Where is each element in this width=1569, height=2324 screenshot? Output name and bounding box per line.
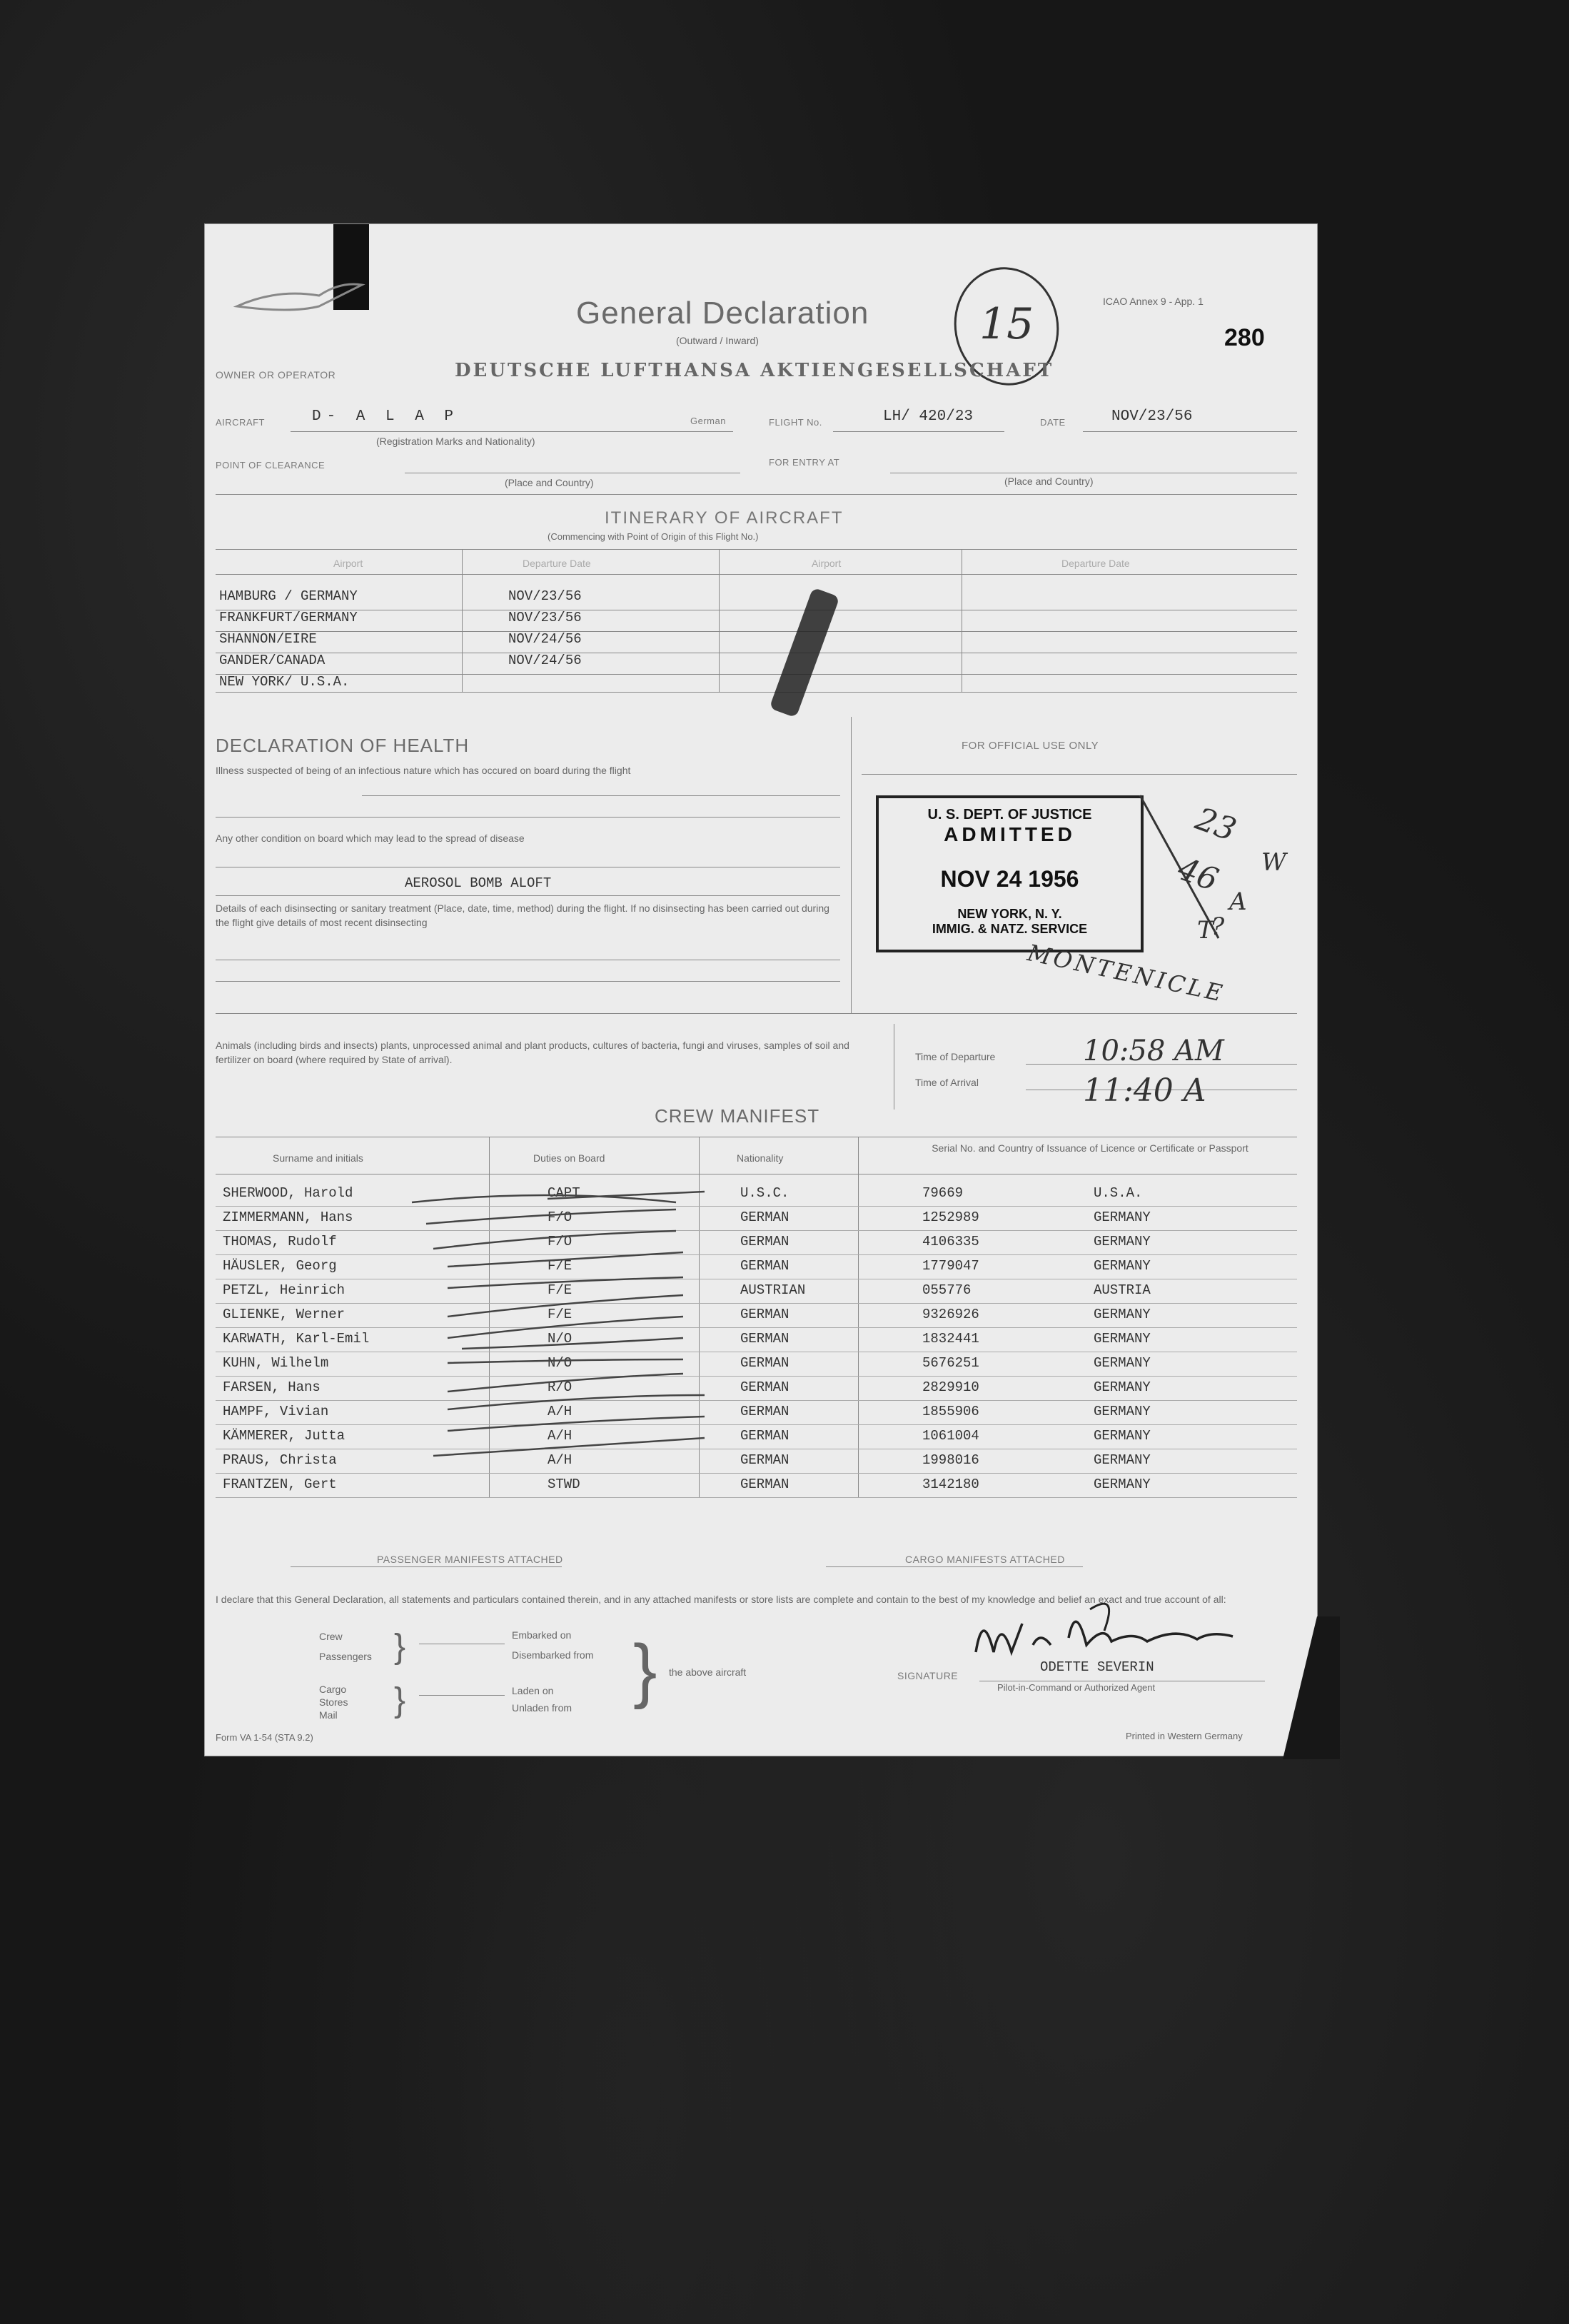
crew-duty: N/O <box>548 1355 572 1371</box>
crew-name: THOMAS, Rudolf <box>223 1234 337 1249</box>
itinerary-row <box>219 588 719 610</box>
svg-text:?: ? <box>1211 912 1225 941</box>
itinerary-caption: (Commencing with Point of Origin of this Flight No.) <box>548 531 759 542</box>
crew-strikethrough-marks <box>405 1181 904 1495</box>
crew-header-serial: Serial No. and Country of Issuance of Licence or Certificate or Passport <box>932 1142 1248 1154</box>
crew-country: GERMANY <box>1094 1355 1151 1371</box>
crew-serial: 1998016 <box>922 1452 979 1468</box>
svg-text:23: 23 <box>1191 800 1241 849</box>
itinerary-airport: FRANKFURT/GERMANY <box>219 610 358 625</box>
crew-country: GERMANY <box>1094 1307 1151 1322</box>
crew-country: GERMANY <box>1094 1331 1151 1347</box>
crew-duty: STWD <box>548 1477 580 1492</box>
flight-label: FLIGHT No. <box>769 417 822 428</box>
date-value: NOV/23/56 <box>1111 408 1193 425</box>
other-value: AEROSOL BOMB ALOFT <box>405 875 552 891</box>
itinerary-date: NOV/23/56 <box>508 588 582 604</box>
signer-name: ODETTE SEVERIN <box>1040 1659 1154 1675</box>
crew-serial: 3142180 <box>922 1477 979 1492</box>
itinerary-airport: SHANNON/EIRE <box>219 631 317 647</box>
form-title: General Declaration <box>576 296 869 331</box>
printed-in: Printed in Western Germany <box>1126 1731 1243 1741</box>
itinerary-table <box>219 588 719 695</box>
crew-country: GERMANY <box>1094 1234 1151 1249</box>
crew-name: HÄUSLER, Georg <box>223 1258 337 1274</box>
departure-value: 10:58 AM <box>1083 1035 1224 1067</box>
crew-serial: 2829910 <box>922 1379 979 1395</box>
crew-name: PETZL, Heinrich <box>223 1282 345 1298</box>
itinerary-airport: NEW YORK/ U.S.A. <box>219 674 350 690</box>
owner-label: OWNER OR OPERATOR <box>216 369 336 381</box>
col-airport-2: Airport <box>812 558 842 569</box>
crew-duty: N/O <box>548 1331 572 1347</box>
crew-nationality: GERMAN <box>740 1477 789 1492</box>
handwritten-marks <box>1126 788 1304 1045</box>
crew-nationality: U.S.C. <box>740 1185 789 1201</box>
aircraft-value: D- A L A P <box>312 408 460 425</box>
itinerary-row <box>219 610 719 631</box>
crew-serial: 1855906 <box>922 1404 979 1419</box>
clearance-label: POINT OF CLEARANCE <box>216 460 326 471</box>
clearance-caption: (Place and Country) <box>505 477 594 488</box>
crew-nationality: GERMAN <box>740 1209 789 1225</box>
handwritten-number: 15 <box>979 299 1034 349</box>
crew-country: GERMANY <box>1094 1452 1151 1468</box>
col-departure-2: Departure Date <box>1061 558 1130 569</box>
svg-text:46: 46 <box>1173 850 1224 899</box>
crew-nationality: AUSTRIAN <box>740 1282 806 1298</box>
crew-serial: 4106335 <box>922 1234 979 1249</box>
crew-name: KÄMMERER, Jutta <box>223 1428 345 1444</box>
brace-2: } <box>394 1681 406 1719</box>
col-departure-1: Departure Date <box>523 558 591 569</box>
flight-value: LH/ 420/23 <box>883 408 974 425</box>
animals-question: Animals (including birds and insects) plants, unprocessed animal and plant products, cultures of bacteria, fungi and viruses, samples of soil and fertilizer on board (where required by State of arrival). <box>216 1040 849 1065</box>
crew-duty: F/O <box>548 1234 572 1249</box>
aircraft-label: AIRCRAFT <box>216 417 265 428</box>
crew-nationality: GERMAN <box>740 1234 789 1249</box>
other-question: Any other condition on board which may lead to the spread of disease <box>216 832 525 844</box>
nationality-value: German <box>690 416 726 426</box>
crew-duty: A/H <box>548 1428 572 1444</box>
crew-nationality: GERMAN <box>740 1404 789 1419</box>
svg-text:T: T <box>1197 916 1214 945</box>
mail-label: Mail <box>319 1709 338 1721</box>
form-subtitle: (Outward / Inward) <box>676 335 759 346</box>
crew-country: GERMANY <box>1094 1258 1151 1274</box>
stamp-date: NOV 24 1956 <box>940 866 1079 892</box>
crew-nationality: GERMAN <box>740 1307 789 1322</box>
crew-name: ZIMMERMANN, Hans <box>223 1209 353 1225</box>
crew-country: GERMANY <box>1094 1379 1151 1395</box>
date-label: DATE <box>1040 417 1066 428</box>
general-declaration-form <box>205 224 1317 1756</box>
signature-label: SIGNATURE <box>897 1670 959 1681</box>
crew-nationality: GERMAN <box>740 1258 789 1274</box>
col-airport-1: Airport <box>333 558 363 569</box>
crew-country: GERMANY <box>1094 1428 1151 1444</box>
crew-name: HAMPF, Vivian <box>223 1404 329 1419</box>
crew-serial: 5676251 <box>922 1355 979 1371</box>
arrival-label: Time of Arrival <box>915 1077 979 1088</box>
disinfect-question: Details of each disinsecting or sanitary treatment (Place, date, time, method) during the flight. If no disinsecting has been carried out during the flight give details of most recent disinsecting <box>216 902 829 928</box>
crew-serial: 1061004 <box>922 1428 979 1444</box>
handwritten-notes: MONTENICLE <box>1025 939 1228 1007</box>
icao-annex: ICAO Annex 9 - App. 1 <box>1103 296 1204 307</box>
unladen-label: Unladen from <box>512 1702 572 1714</box>
crew-name: FRANTZEN, Gert <box>223 1477 337 1492</box>
crew-name: KARWATH, Karl-Emil <box>223 1331 370 1347</box>
crew-name: PRAUS, Christa <box>223 1452 337 1468</box>
itinerary-row <box>219 631 719 653</box>
cargo-manifests-label: CARGO MANIFESTS ATTACHED <box>901 1554 1069 1565</box>
crew-duty: A/H <box>548 1404 572 1419</box>
stamp-admitted: ADMITTED <box>944 823 1076 845</box>
crew-serial: 79669 <box>922 1185 964 1201</box>
crew-nationality: GERMAN <box>740 1428 789 1444</box>
crew-country: U.S.A. <box>1094 1185 1143 1201</box>
crew-duty: A/H <box>548 1452 572 1468</box>
page-number: 280 <box>1224 324 1265 351</box>
official-title: FOR OFFICIAL USE ONLY <box>962 740 1099 752</box>
crew-duty: F/E <box>548 1282 572 1298</box>
itinerary-airport: GANDER/CANADA <box>219 653 326 668</box>
crew-serial: 1779047 <box>922 1258 979 1274</box>
owner-value: DEUTSCHE LUFTHANSA AKTIENGESELLSCHAFT <box>455 360 1054 381</box>
crew-title: CREW MANIFEST <box>655 1105 820 1127</box>
passengers-label: Passengers <box>319 1651 372 1662</box>
itinerary-row <box>219 653 719 674</box>
crew-nationality: GERMAN <box>740 1331 789 1347</box>
crew-country: GERMANY <box>1094 1209 1151 1225</box>
logo-crane-icon <box>233 274 369 317</box>
admitted-stamp <box>876 795 1144 952</box>
stores-label: Stores <box>319 1696 348 1708</box>
crew-nationality: GERMAN <box>740 1379 789 1395</box>
crew-duty: R/O <box>548 1379 572 1395</box>
departure-label: Time of Departure <box>915 1051 996 1062</box>
crew-serial: 1832441 <box>922 1331 979 1347</box>
registration-caption: (Registration Marks and Nationality) <box>376 436 535 447</box>
entry-label: FOR ENTRY AT <box>769 457 840 468</box>
crew-country: GERMANY <box>1094 1404 1151 1419</box>
arrival-value: 11:40 A <box>1083 1072 1206 1109</box>
crew-nationality: GERMAN <box>740 1452 789 1468</box>
embarked-label: Embarked on <box>512 1629 572 1641</box>
crew-name: KUHN, Wilhelm <box>223 1355 329 1371</box>
itinerary-date: NOV/24/56 <box>508 631 582 647</box>
svg-text:A: A <box>1229 887 1247 916</box>
crew-nationality: GERMAN <box>740 1355 789 1371</box>
stamp-dept: U. S. DEPT. OF JUSTICE <box>927 807 1092 823</box>
crew-duty: CAPT <box>548 1185 580 1201</box>
crew-header-duties: Duties on Board <box>533 1152 605 1164</box>
illness-question: Illness suspected of being of an infectious nature which has occured on board during the flight <box>216 765 631 776</box>
crew-country: AUSTRIA <box>1094 1282 1151 1298</box>
health-title: DECLARATION OF HEALTH <box>216 735 470 756</box>
crew-duty: F/E <box>548 1307 572 1322</box>
crew-serial: 1252989 <box>922 1209 979 1225</box>
cargo-label: Cargo <box>319 1684 347 1695</box>
crew-header-name: Surname and initials <box>273 1152 363 1164</box>
crew-header-nationality: Nationality <box>737 1152 784 1164</box>
crew-serial: 055776 <box>922 1282 972 1298</box>
crew-name: SHERWOOD, Harold <box>223 1185 353 1201</box>
laden-label: Laden on <box>512 1685 554 1696</box>
svg-text:W: W <box>1261 848 1286 877</box>
itinerary-date: NOV/23/56 <box>508 610 582 625</box>
torn-corner <box>1283 1616 1340 1759</box>
passenger-manifests-label: PASSENGER MANIFESTS ATTACHED <box>373 1554 567 1565</box>
crew-name: FARSEN, Hans <box>223 1379 321 1395</box>
crew-duty: F/O <box>548 1209 572 1225</box>
declaration-text: I declare that this General Declaration, all statements and particulars contained therein, and in any attached manifests or store lists are complete and contain to the best of my knowledge and belief an exact and true account of all: <box>216 1594 1226 1605</box>
brace-3: } <box>633 1630 657 1710</box>
entry-caption: (Place and Country) <box>1004 476 1094 487</box>
stamp-city: NEW YORK, N. Y. <box>957 907 1062 921</box>
crew-name: GLIENKE, Werner <box>223 1307 345 1322</box>
above-aircraft-label: the above aircraft <box>669 1666 747 1678</box>
crew-serial: 9326926 <box>922 1307 979 1322</box>
itinerary-title: ITINERARY OF AIRCRAFT <box>605 508 844 528</box>
form-code: Form VA 1-54 (STA 9.2) <box>216 1732 313 1743</box>
disembarked-label: Disembarked from <box>512 1649 594 1661</box>
stamp-service: IMMIG. & NATZ. SERVICE <box>932 922 1088 936</box>
itinerary-airport: HAMBURG / GERMANY <box>219 588 358 604</box>
crew-country: GERMANY <box>1094 1477 1151 1492</box>
crew-label: Crew <box>319 1631 343 1642</box>
brace-1: } <box>394 1628 406 1666</box>
itinerary-date: NOV/24/56 <box>508 653 582 668</box>
crew-duty: F/E <box>548 1258 572 1274</box>
signer-caption: Pilot-in-Command or Authorized Agent <box>997 1682 1156 1693</box>
